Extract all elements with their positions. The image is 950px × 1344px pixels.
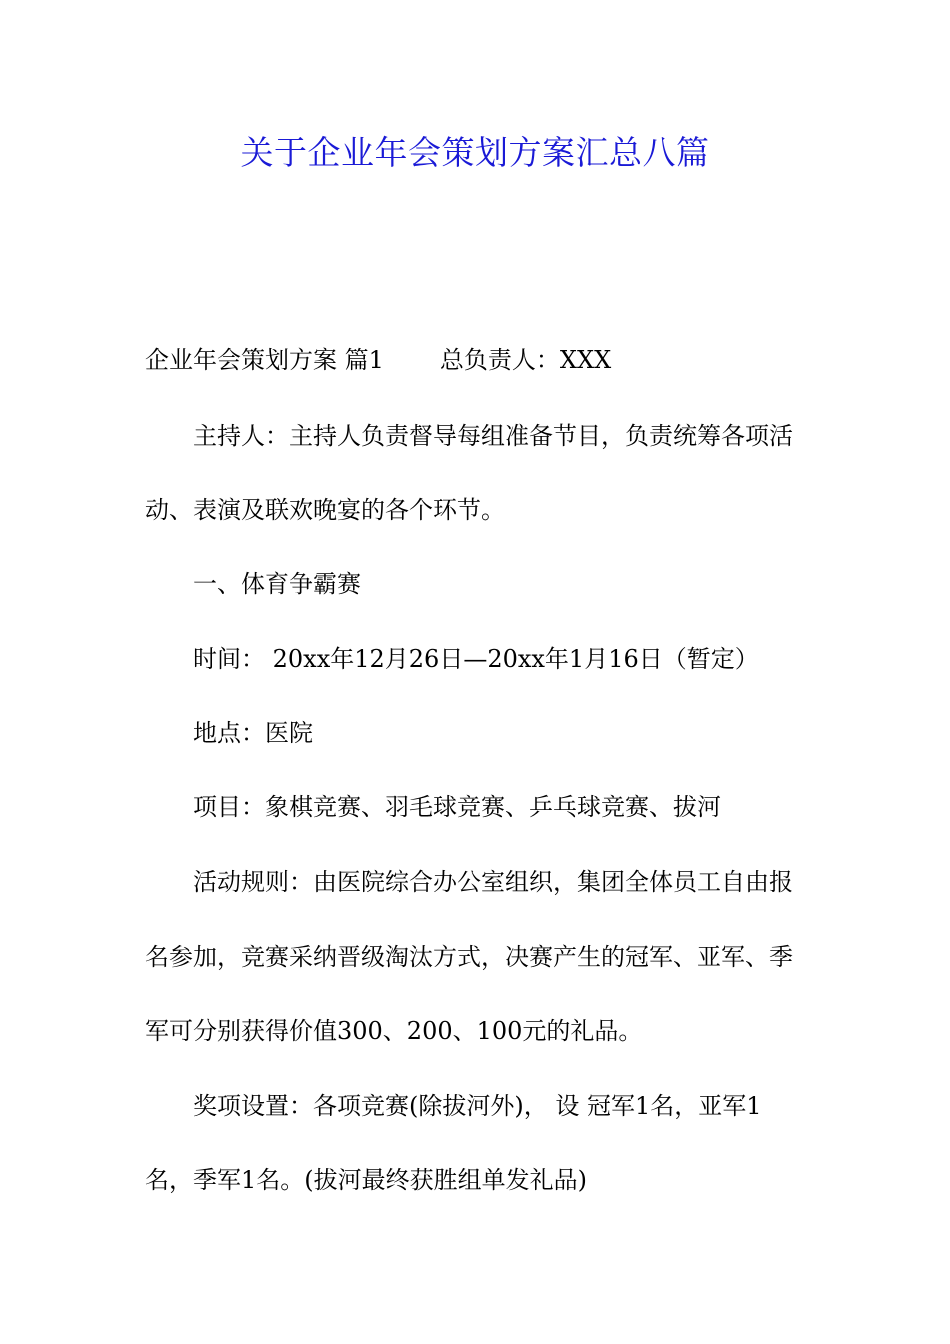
- host-paragraph-line-1: 主持人：主持人负责督导每组准备节目，负责统筹各项活: [193, 422, 793, 450]
- rules-paragraph-line-1: 活动规则：由医院综合办公室组织，集团全体员工自由报: [193, 868, 793, 896]
- event-time: 时间： 20xx年12月26日—20xx年1月16日（暂定）: [193, 645, 759, 673]
- rules-paragraph-line-2: 名参加，竞赛采纳晋级淘汰方式，决赛产生的冠军、亚军、季: [145, 943, 793, 971]
- awards-paragraph-line-1: 奖项设置：各项竞赛(除拔河外)， 设 冠军1名，亚军1: [193, 1092, 762, 1120]
- host-paragraph-line-2: 动、表演及联欢晚宴的各个环节。: [145, 496, 505, 524]
- section-heading-sports: 一、体育争霸赛: [193, 570, 361, 598]
- event-items: 项目：象棋竞赛、羽毛球竞赛、乒乓球竞赛、拔河: [193, 793, 721, 821]
- page-title: 关于企业年会策划方案汇总八篇: [240, 133, 710, 172]
- rules-paragraph-line-3: 军可分别获得价值300、200、100元的礼品。: [145, 1017, 643, 1045]
- chief-responsible: 总负责人：XXX: [439, 346, 612, 374]
- awards-paragraph-line-2: 名，季军1名。(拔河最终获胜组单发礼品): [145, 1166, 587, 1194]
- plan-heading-line: [145, 342, 611, 378]
- plan-heading: 企业年会策划方案 篇1: [145, 346, 384, 374]
- event-place: 地点：医院: [193, 719, 313, 747]
